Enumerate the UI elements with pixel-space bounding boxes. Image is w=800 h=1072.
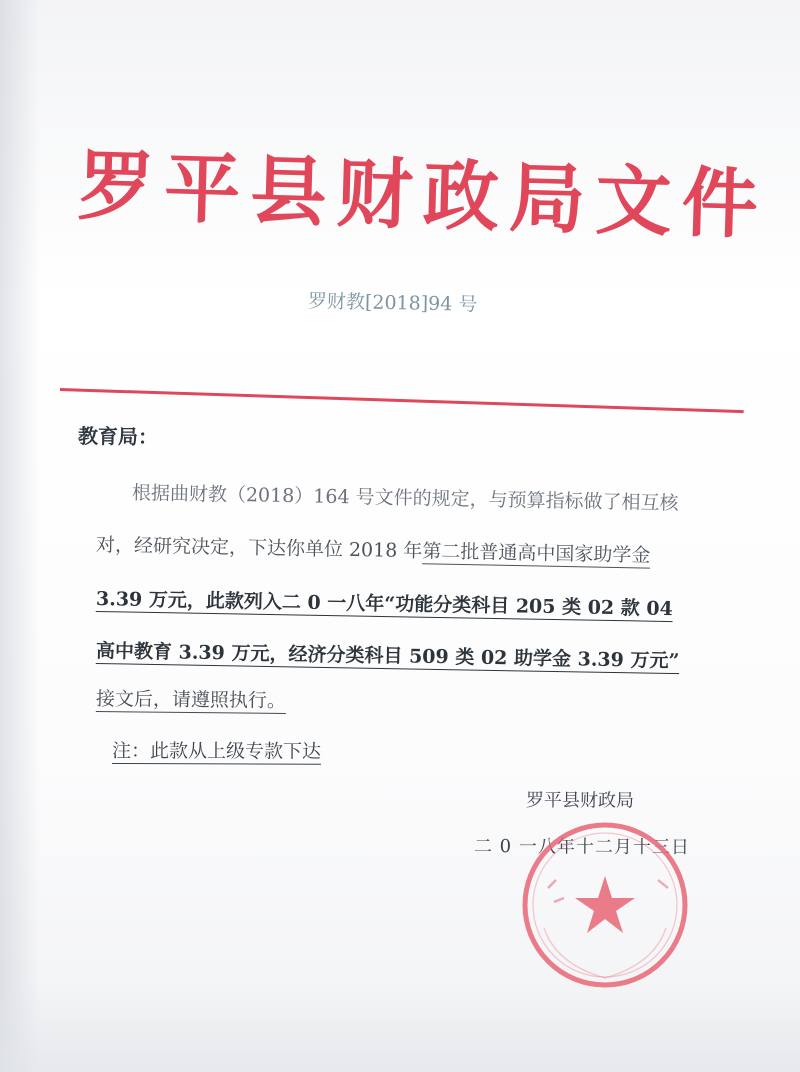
body-line: 高中教育 3.39 万元，经济分类科目 509 类 02 助学金 3.39 万元” — [95, 640, 680, 673]
document-number: 罗财教[2018]94 号 — [307, 290, 478, 316]
underlined-text: 第二批普通高中国家助学金 — [422, 540, 651, 567]
issue-date: 二 0 一八年十二月十三日 — [473, 836, 690, 859]
body-line-part: 对，经研究决定，下达你单位 2018 年 — [95, 534, 423, 563]
title-char: 财 — [335, 148, 414, 240]
note-line: 注：此款从上级专款下达 — [111, 740, 322, 763]
title-char: 件 — [680, 157, 759, 249]
salutation: 教育局： — [77, 424, 159, 450]
body-line — [96, 530, 651, 568]
title-char: 平 — [163, 143, 242, 235]
body-line: 接文后，请遵照执行。 — [95, 688, 287, 712]
title-char: 县 — [249, 145, 328, 237]
title-char: 文 — [594, 155, 673, 247]
body-line: 根据曲财教（2018）164 号文件的规定，与预算指标做了相互核 — [131, 482, 679, 515]
body-line: 3.39 万元，此款列入二 0 一八年“功能分类科目 205 类 02 款 04 — [95, 588, 673, 621]
title-char: 罗 — [76, 141, 156, 233]
page-shadow — [0, 982, 800, 1072]
official-seal — [518, 818, 692, 992]
title-char: 政 — [421, 150, 501, 242]
signer-name: 罗平县财政局 — [525, 790, 635, 812]
title-char: 局 — [508, 153, 587, 245]
